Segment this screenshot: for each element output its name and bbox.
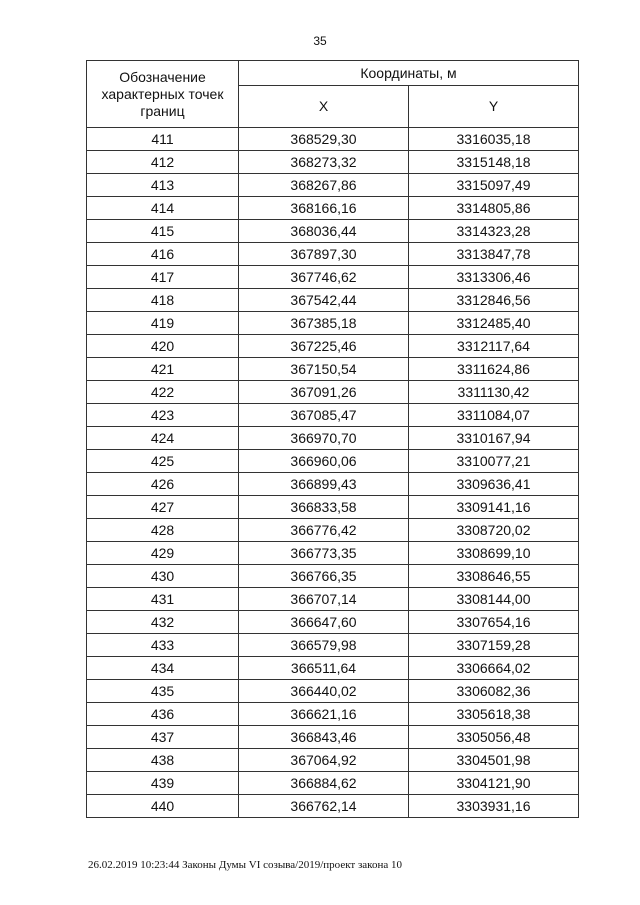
x-cell: 366899,43 bbox=[239, 473, 409, 496]
point-cell: 412 bbox=[87, 151, 239, 174]
point-cell: 424 bbox=[87, 427, 239, 450]
point-cell: 420 bbox=[87, 335, 239, 358]
table-row bbox=[87, 703, 579, 726]
y-cell: 3307159,28 bbox=[409, 634, 579, 657]
x-cell: 367085,47 bbox=[239, 404, 409, 427]
y-cell: 3311084,07 bbox=[409, 404, 579, 427]
y-cell: 3306664,02 bbox=[409, 657, 579, 680]
table-row bbox=[87, 266, 579, 289]
y-cell: 3315097,49 bbox=[409, 174, 579, 197]
coordinates-table bbox=[86, 60, 579, 818]
x-cell: 366833,58 bbox=[239, 496, 409, 519]
point-cell: 437 bbox=[87, 726, 239, 749]
x-cell: 367385,18 bbox=[239, 312, 409, 335]
table-row bbox=[87, 289, 579, 312]
y-cell: 3314323,28 bbox=[409, 220, 579, 243]
point-cell: 417 bbox=[87, 266, 239, 289]
point-cell: 429 bbox=[87, 542, 239, 565]
x-cell: 367064,92 bbox=[239, 749, 409, 772]
table-row bbox=[87, 312, 579, 335]
table-header bbox=[87, 61, 579, 128]
x-cell: 366773,35 bbox=[239, 542, 409, 565]
x-cell: 367746,62 bbox=[239, 266, 409, 289]
point-cell: 436 bbox=[87, 703, 239, 726]
table-row bbox=[87, 450, 579, 473]
x-cell: 366776,42 bbox=[239, 519, 409, 542]
point-cell: 427 bbox=[87, 496, 239, 519]
y-cell: 3313847,78 bbox=[409, 243, 579, 266]
x-cell: 366579,98 bbox=[239, 634, 409, 657]
table-row bbox=[87, 795, 579, 818]
table-row bbox=[87, 519, 579, 542]
y-cell: 3311130,42 bbox=[409, 381, 579, 404]
x-cell: 366440,02 bbox=[239, 680, 409, 703]
y-cell: 3304501,98 bbox=[409, 749, 579, 772]
x-cell: 366511,64 bbox=[239, 657, 409, 680]
y-cell: 3307654,16 bbox=[409, 611, 579, 634]
y-cell: 3303931,16 bbox=[409, 795, 579, 818]
x-cell: 366766,35 bbox=[239, 565, 409, 588]
point-cell: 440 bbox=[87, 795, 239, 818]
point-cell: 438 bbox=[87, 749, 239, 772]
point-cell: 422 bbox=[87, 381, 239, 404]
point-cell: 430 bbox=[87, 565, 239, 588]
point-cell: 414 bbox=[87, 197, 239, 220]
page-number: 35 bbox=[313, 34, 327, 48]
table-row bbox=[87, 427, 579, 450]
x-cell: 367542,44 bbox=[239, 289, 409, 312]
x-cell: 366970,70 bbox=[239, 427, 409, 450]
y-header: Y bbox=[409, 86, 579, 128]
table-row bbox=[87, 772, 579, 795]
table-row bbox=[87, 542, 579, 565]
table-row bbox=[87, 680, 579, 703]
table-row bbox=[87, 381, 579, 404]
point-cell: 435 bbox=[87, 680, 239, 703]
table-row bbox=[87, 128, 579, 151]
y-cell: 3310167,94 bbox=[409, 427, 579, 450]
table-row bbox=[87, 358, 579, 381]
x-cell: 366707,14 bbox=[239, 588, 409, 611]
y-cell: 3308720,02 bbox=[409, 519, 579, 542]
table-row bbox=[87, 657, 579, 680]
x-cell: 367150,54 bbox=[239, 358, 409, 381]
table-row bbox=[87, 174, 579, 197]
x-cell: 368036,44 bbox=[239, 220, 409, 243]
table-row bbox=[87, 634, 579, 657]
y-cell: 3312117,64 bbox=[409, 335, 579, 358]
table-body bbox=[87, 128, 579, 818]
y-cell: 3304121,90 bbox=[409, 772, 579, 795]
point-cell: 419 bbox=[87, 312, 239, 335]
table-row bbox=[87, 335, 579, 358]
y-cell: 3305056,48 bbox=[409, 726, 579, 749]
table-row bbox=[87, 220, 579, 243]
x-cell: 366884,62 bbox=[239, 772, 409, 795]
table-row bbox=[87, 243, 579, 266]
y-cell: 3309141,16 bbox=[409, 496, 579, 519]
table-row bbox=[87, 404, 579, 427]
x-cell: 368529,30 bbox=[239, 128, 409, 151]
x-cell: 367091,26 bbox=[239, 381, 409, 404]
x-cell: 368166,16 bbox=[239, 197, 409, 220]
y-cell: 3316035,18 bbox=[409, 128, 579, 151]
y-cell: 3313306,46 bbox=[409, 266, 579, 289]
x-cell: 366647,60 bbox=[239, 611, 409, 634]
y-cell: 3308699,10 bbox=[409, 542, 579, 565]
point-cell: 418 bbox=[87, 289, 239, 312]
x-cell: 366621,16 bbox=[239, 703, 409, 726]
point-cell: 434 bbox=[87, 657, 239, 680]
point-cell: 426 bbox=[87, 473, 239, 496]
point-cell: 431 bbox=[87, 588, 239, 611]
table-row bbox=[87, 151, 579, 174]
table-row bbox=[87, 473, 579, 496]
y-cell: 3306082,36 bbox=[409, 680, 579, 703]
x-cell: 367225,46 bbox=[239, 335, 409, 358]
point-cell: 415 bbox=[87, 220, 239, 243]
table-row bbox=[87, 197, 579, 220]
point-cell: 428 bbox=[87, 519, 239, 542]
y-cell: 3315148,18 bbox=[409, 151, 579, 174]
y-cell: 3312485,40 bbox=[409, 312, 579, 335]
x-cell: 368267,86 bbox=[239, 174, 409, 197]
point-cell: 416 bbox=[87, 243, 239, 266]
x-cell: 366843,46 bbox=[239, 726, 409, 749]
table-row bbox=[87, 565, 579, 588]
y-cell: 3312846,56 bbox=[409, 289, 579, 312]
point-cell: 421 bbox=[87, 358, 239, 381]
point-cell: 423 bbox=[87, 404, 239, 427]
point-cell: 432 bbox=[87, 611, 239, 634]
x-header: X bbox=[239, 86, 409, 128]
designation-header: Обозначение характерных точек границ bbox=[87, 61, 239, 128]
table-row bbox=[87, 726, 579, 749]
table-row bbox=[87, 588, 579, 611]
y-cell: 3310077,21 bbox=[409, 450, 579, 473]
y-cell: 3308646,55 bbox=[409, 565, 579, 588]
y-cell: 3314805,86 bbox=[409, 197, 579, 220]
x-cell: 367897,30 bbox=[239, 243, 409, 266]
point-cell: 411 bbox=[87, 128, 239, 151]
table-row bbox=[87, 611, 579, 634]
x-cell: 366960,06 bbox=[239, 450, 409, 473]
x-cell: 368273,32 bbox=[239, 151, 409, 174]
table-row bbox=[87, 749, 579, 772]
point-cell: 433 bbox=[87, 634, 239, 657]
footer-stamp: 26.02.2019 10:23:44 Законы Думы VI созыва/2019/проект закона 10 bbox=[88, 859, 402, 871]
point-cell: 413 bbox=[87, 174, 239, 197]
point-cell: 425 bbox=[87, 450, 239, 473]
y-cell: 3309636,41 bbox=[409, 473, 579, 496]
y-cell: 3305618,38 bbox=[409, 703, 579, 726]
y-cell: 3308144,00 bbox=[409, 588, 579, 611]
point-cell: 439 bbox=[87, 772, 239, 795]
table-row bbox=[87, 496, 579, 519]
coordinates-header: Координаты, м bbox=[239, 61, 579, 86]
y-cell: 3311624,86 bbox=[409, 358, 579, 381]
x-cell: 366762,14 bbox=[239, 795, 409, 818]
